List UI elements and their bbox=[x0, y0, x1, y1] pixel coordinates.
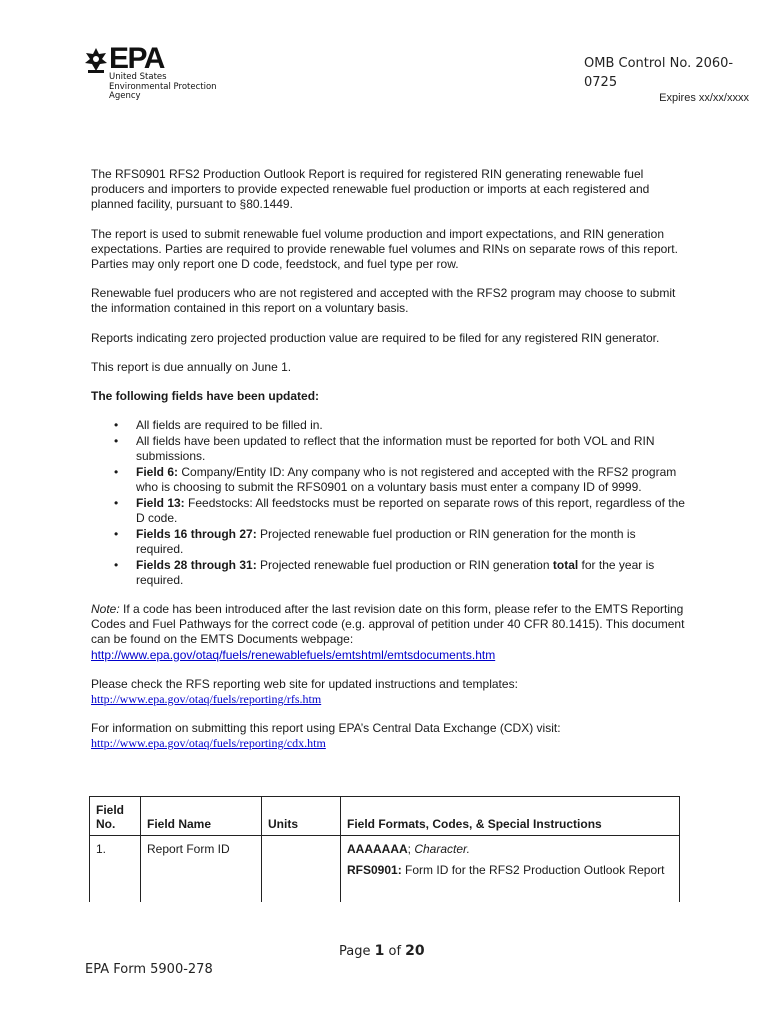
list-item: • All fields have been updated to reflect that the information must be reported for both VOL and RIN submissions. bbox=[136, 434, 686, 464]
logo-wordmark: EPA bbox=[109, 42, 164, 75]
epa-logo bbox=[84, 42, 224, 106]
logo-agency-name: United States Environmental Protection Agency bbox=[109, 72, 217, 101]
list-item: • All fields are required to be filled in. bbox=[136, 418, 686, 433]
rfs-paragraph: Please check the RFS reporting web site for updated instructions and templates: http://www.epa.gov/otaq/fuels/reporting/rfs.htm bbox=[91, 676, 518, 706]
table-row bbox=[90, 836, 680, 903]
updated-fields-heading: The following fields have been updated: bbox=[91, 389, 320, 404]
field-definitions-table bbox=[89, 796, 680, 902]
updated-fields-list bbox=[91, 418, 686, 588]
note-paragraph: Note: If a code has been introduced after the last revision date on this form, please refer to the EMTS Reporting Codes and Fuel Pathways for the correct code (e.g. approval of petition under 40 CFR 80.1415). This document can be found on the EMTS Documents webpage: http://www.epa.gov/otaq/fuels/renewablefuels/emtshtml/emtsdocuments.htm bbox=[91, 601, 685, 662]
cell-formats: AAAAAAA; Character. RFS0901: Form ID for the RFS2 Production Outlook Report bbox=[341, 836, 680, 903]
header-field-no: Field No. bbox=[90, 797, 141, 836]
cell-field-no: 1. bbox=[90, 836, 141, 903]
page-number: Page 1 of 20 bbox=[339, 943, 425, 959]
cell-units bbox=[262, 836, 341, 903]
header-units: Units bbox=[262, 797, 341, 836]
intro-paragraph: The RFS0901 RFS2 Production Outlook Report is required for registered RIN generating renewable fuel producers and importers to provide expected renewable fuel production or imports at each registered and planned facility, pursuant to §80.1449. bbox=[91, 167, 650, 212]
expiration-date: Expires xx/xx/xxxx bbox=[659, 92, 749, 104]
header-formats: Field Formats, Codes, & Special Instructions bbox=[341, 797, 680, 836]
form-number: EPA Form 5900-278 bbox=[85, 962, 213, 977]
rfs-reporting-link[interactable]: http://www.epa.gov/otaq/fuels/reporting/rfs.htm bbox=[91, 691, 322, 706]
epa-flower-icon bbox=[84, 48, 108, 74]
voluntary-paragraph: Renewable fuel producers who are not registered and accepted with the RFS2 program may choose to submit the information contained in this report on a voluntary basis. bbox=[91, 286, 676, 316]
list-item: • Field 13: Feedstocks: All feedstocks must be reported on separate rows of this report, regardless of the D code. bbox=[136, 496, 686, 526]
table-header-row bbox=[90, 797, 680, 836]
cdx-paragraph: For information on submitting this report using EPA’s Central Data Exchange (CDX) visit: http://www.epa.gov/otaq/fuels/reporting/cdx.htm bbox=[91, 721, 561, 751]
cell-field-name: Report Form ID bbox=[141, 836, 262, 903]
list-item: • Field 6: Company/Entity ID: Any company who is not registered and accepted with the RFS2 program who is choosing to submit the RFS0901 on a voluntary basis must enter a company ID of 9999. bbox=[136, 465, 686, 495]
omb-control-number: OMB Control No. 2060-0725 bbox=[584, 56, 734, 90]
list-item: • Fields 16 through 27: Projected renewable fuel production or RIN generation for the month is required. bbox=[136, 527, 686, 557]
zero-production-paragraph: Reports indicating zero projected production value are required to be filed for any registered RIN generator. bbox=[91, 330, 660, 345]
list-item: • Fields 28 through 31: Projected renewable fuel production or RIN generation total for the year is required. bbox=[136, 558, 686, 588]
header-field-name: Field Name bbox=[141, 797, 262, 836]
cdx-link[interactable]: http://www.epa.gov/otaq/fuels/reporting/cdx.htm bbox=[91, 736, 326, 751]
purpose-paragraph: The report is used to submit renewable fuel volume production and import expectations, and RIN generation expectations. Parties are required to provide renewable fuel volumes and RINs on separate rows of this report. Parties may only report one D code, feedstock, and fuel type per row. bbox=[91, 226, 678, 272]
due-date-paragraph: This report is due annually on June 1. bbox=[91, 359, 292, 374]
instructions-body bbox=[91, 167, 686, 766]
emts-documents-link[interactable]: http://www.epa.gov/otaq/fuels/renewablefuels/emtshtml/emtsdocuments.htm bbox=[91, 647, 496, 662]
